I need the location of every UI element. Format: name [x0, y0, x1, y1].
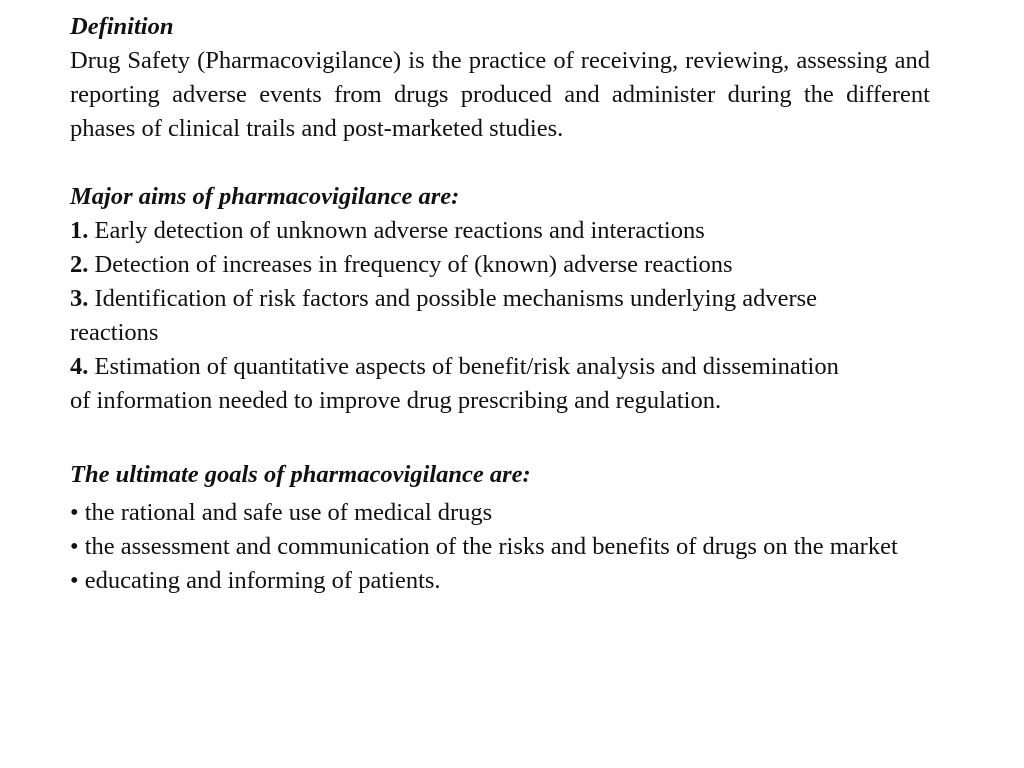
goal-text: the assessment and communication of the risks and benefits of drugs on the market [84, 533, 898, 560]
section-spacer [70, 418, 930, 458]
aim-number: 4. [70, 353, 89, 380]
aim-text: Detection of increases in frequency of (known) adverse reactions [94, 251, 733, 278]
goal-item [70, 564, 930, 598]
aim-text: Estimation of quantitative aspects of benefit/risk analysis and dissemination of information needed to improve drug prescribing and regulation. [70, 353, 839, 414]
bullet-icon: • [70, 567, 79, 594]
bullet-icon: • [70, 499, 79, 526]
definition-heading: Definition [70, 13, 174, 40]
definition-text: Drug Safety (Pharmacovigilance) is the practice of receiving, reviewing, assessing and reporting adverse events from drugs produced and administer during the different phases of clinical trails and post-marketed studies. [70, 47, 930, 142]
aim-item [70, 214, 860, 248]
section-spacer [70, 146, 930, 180]
aim-number: 3. [70, 285, 89, 312]
aims-section [70, 180, 930, 418]
document-page [70, 10, 930, 598]
aims-list [70, 214, 860, 418]
aim-number: 1. [70, 217, 89, 244]
goal-text: educating and informing of patients. [84, 567, 441, 594]
bullet-icon: • [70, 533, 79, 560]
goal-item [70, 496, 930, 530]
aim-item [70, 248, 860, 282]
definition-section [70, 10, 930, 146]
aims-heading: Major aims of pharmacovigilance are: [70, 183, 460, 210]
aim-item [70, 350, 860, 418]
goal-text: the rational and safe use of medical drugs [84, 499, 493, 526]
aim-number: 2. [70, 251, 89, 278]
aim-text: Identification of risk factors and possible mechanisms underlying adverse reactions [70, 285, 818, 346]
aim-text: Early detection of unknown adverse reactions and interactions [94, 217, 705, 244]
goals-list [70, 496, 930, 598]
goal-item [70, 530, 930, 564]
goals-section [70, 458, 930, 598]
aim-item [70, 282, 860, 350]
goals-heading: The ultimate goals of pharmacovigilance are: [70, 461, 531, 488]
